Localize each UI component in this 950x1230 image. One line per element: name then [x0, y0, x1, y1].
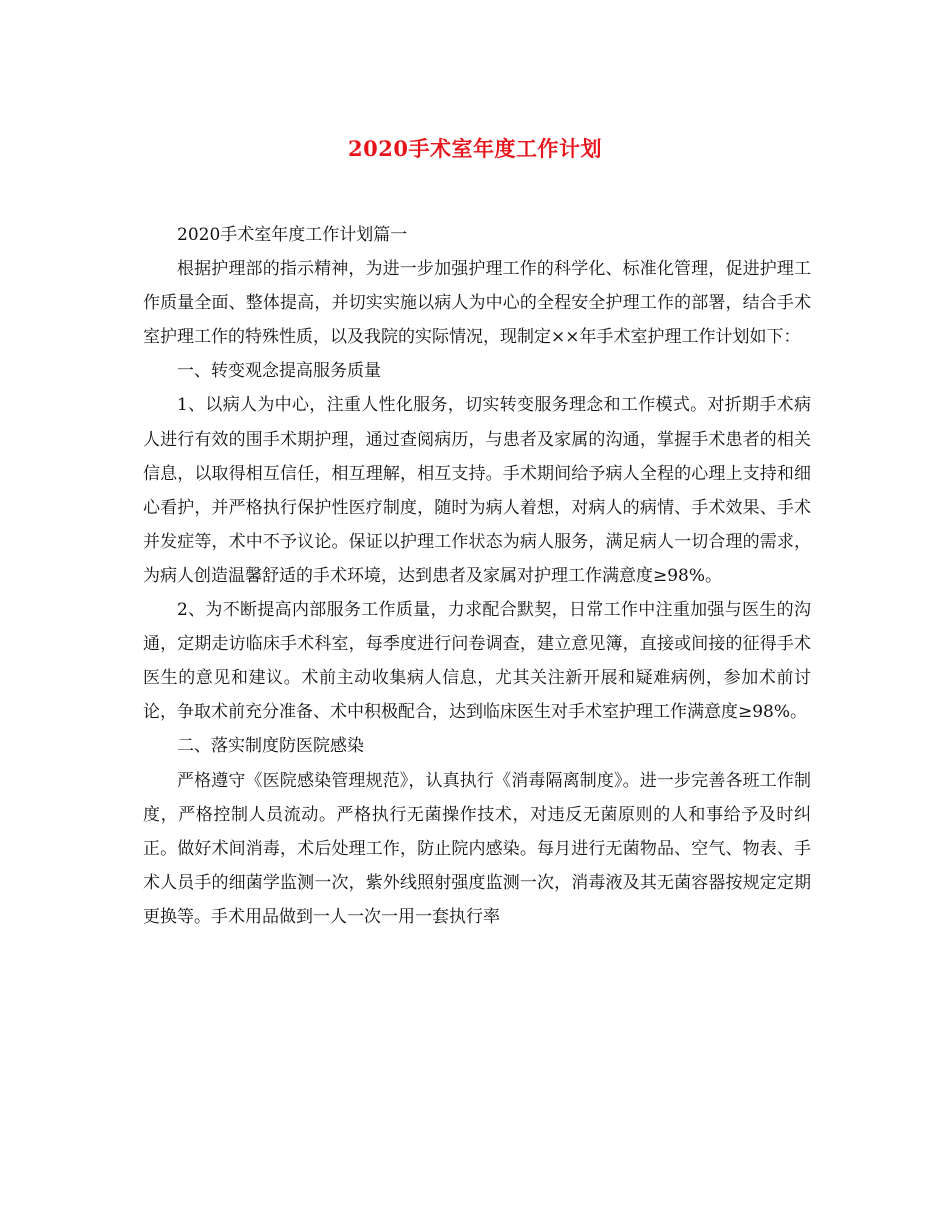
- section-heading-service-quality: 一、转变观念提高服务质量: [177, 361, 381, 382]
- paragraph-infection-control: 严格遵守《医院感染管理规范》，认真执行《消毒隔离制度》。进一步完善各班工作制度，严格控制人员流动。严格执行无菌操作技术，对违反无菌原则的人和事给予及时纠正。做好术间消毒，术后处理工作，防止院内感染。每月进行无菌物品、空气、物表、手术人员手的细菌学监测一次，紫外线照射强度监测一次，消毒液及其无菌容器按规定定期更换等。手术用品做到一人一次一用一套执行率: [143, 770, 811, 927]
- document-title: 2020手术室年度工作计划: [348, 136, 602, 161]
- section-heading-plan-part-one: 2020手术室年度工作计划篇一: [177, 225, 408, 245]
- document-body: [143, 218, 811, 934]
- intro-paragraph: 根据护理部的指示精神，为进一步加强护理工作的科学化、标准化管理，促进护理工作质量全面、整体提高，并切实实施以病人为中心的全程安全护理工作的部署，结合手术室护理工作的特殊性质，以及我院的实际情况，现制定××年手术室护理工作计划如下：: [143, 259, 811, 348]
- paragraph-item-2: 2、为不断提高内部服务工作质量，力求配合默契，日常工作中注重加强与医生的沟通，定期走访临床手术科室，每季度进行问卷调查，建立意见簿，直接或间接的征得手术医生的意见和建议。术前主动收集病人信息，尤其关注新开展和疑难病例，参加术前讨论，争取术前充分准备、术中积极配合，达到临床医生对手术室护理工作满意度≥98%。: [143, 600, 811, 723]
- paragraph-item-1: 1、以病人为中心，注重人性化服务，切实转变服务理念和工作模式。对折期手术病人进行有效的围手术期护理，通过查阅病历，与患者及家属的沟通，掌握手术患者的相关信息，以取得相互信任，相互理解，相互支持。手术期间给予病人全程的心理上支持和细心看护，并严格执行保护性医疗制度，随时为病人着想，对病人的病情、手术效果、手术并发症等，术中不予议论。保证以护理工作状态为病人服务，满足病人一切合理的需求，为病人创造温馨舒适的手术环境，达到患者及家属对护理工作满意度≥98%。: [143, 395, 811, 586]
- section-heading-infection-control: 二、落实制度防医院感染: [177, 736, 364, 757]
